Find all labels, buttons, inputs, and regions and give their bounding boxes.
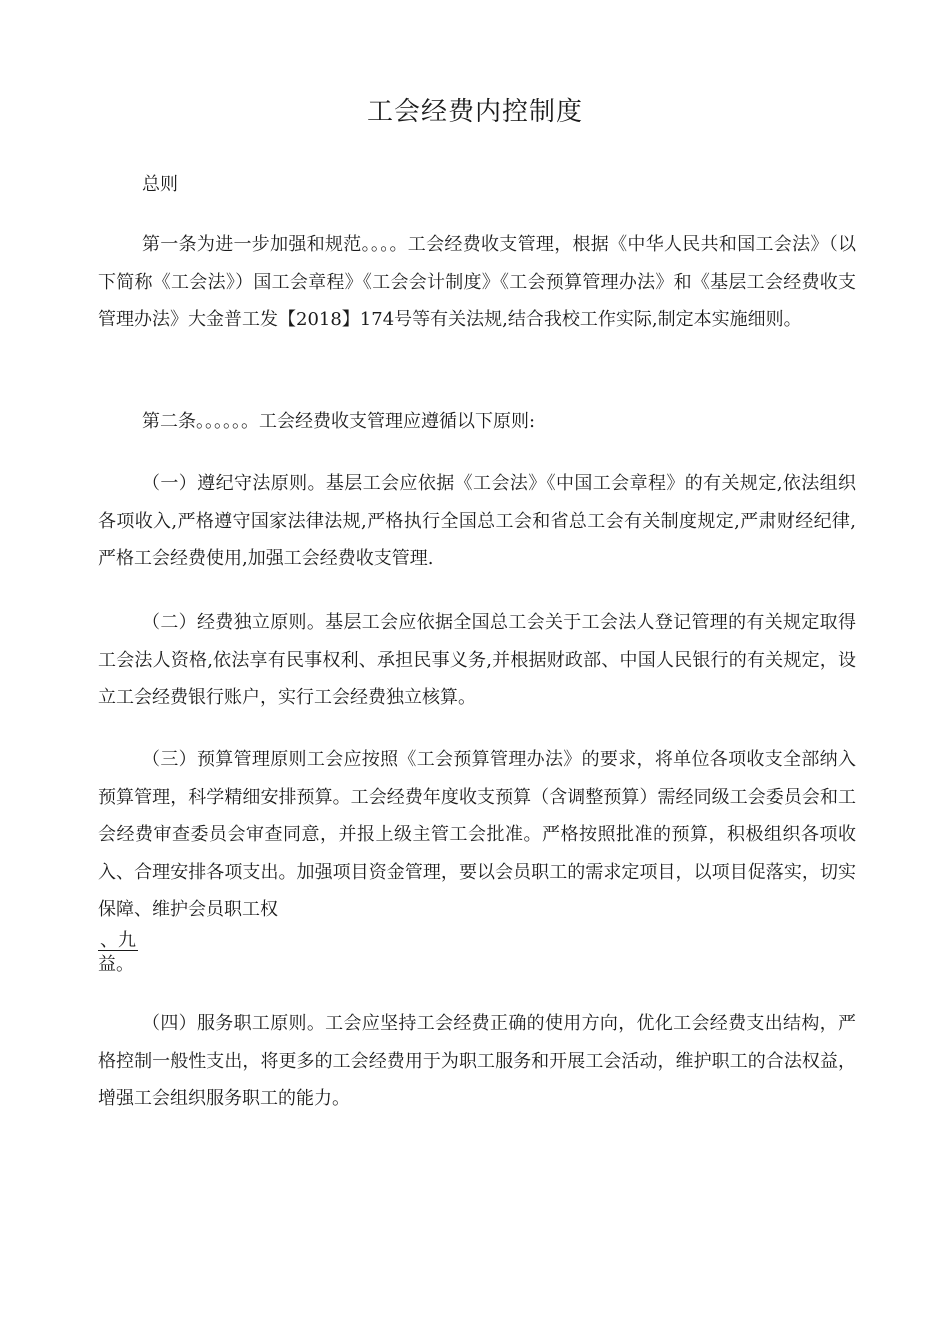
paragraph-principle-1: （一）遵纪守法原则。基层工会应依据《工会法》《中国工会章程》的有关规定,依法组织各项收入,严格遵守国家法律法规,严格执行全国总工会和省总工会有关制度规定,严肃财经纪律,严格工会经费使用,加强工会经费收支管理.: [98, 473, 856, 570]
paragraph-fragment-mark: [98, 930, 138, 952]
fragment-mark: 、九: [100, 930, 136, 951]
paragraph-principle-2: （二）经费独立原则。基层工会应依据全国总工会关于工会法人登记管理的有关规定取得工会法人资格,依法享有民事权利、承担民事义务,并根据财政部、中国人民银行的有关规定，设立工会经费银行账户，实行工会经费独立核算。: [98, 612, 856, 709]
document-title: 工会经费内控制度: [366, 97, 583, 127]
paragraph-article-1: 第一条为进一步加强和规范。。。。工会经费收支管理，根据《中华人民共和国工会法》（以下简称《工会法》）国工会章程》《工会会计制度》《工会预算管理办法》和《基层工会经费收支管理办法》大金普工发【2018】174号等有关法规,结合我校工作实际,制定本实施细则。: [98, 234, 856, 331]
paragraph-principle-4: （四）服务职工原则。工会应坚持工会经费正确的使用方向，优化工会经费支出结构，严格控制一般性支出，将更多的工会经费用于为职工服务和开展工会活动，维护职工的合法权益，增强工会组织服务职工的能力。: [98, 1013, 856, 1110]
paragraph-fragment-end: 益。: [98, 954, 134, 975]
section-label: 总则: [142, 174, 178, 195]
paragraph-article-2: 第二条。。。。。。工会经费收支管理应遵循以下原则:: [142, 411, 536, 432]
paragraph-principle-3: （三）预算管理原则工会应按照《工会预算管理办法》的要求，将单位各项收支全部纳入预算管理，科学精细安排预算。工会经费年度收支预算（含调整预算）需经同级工会委员会和工会经费审查委员会审查同意，并报上级主管工会批准。严格按照批准的预算，积极组织各项收入、合理安排各项支出。加强项目资金管理，要以会员职工的需求定项目，以项目促落实，切实保障、维护会员职工权: [98, 749, 856, 921]
